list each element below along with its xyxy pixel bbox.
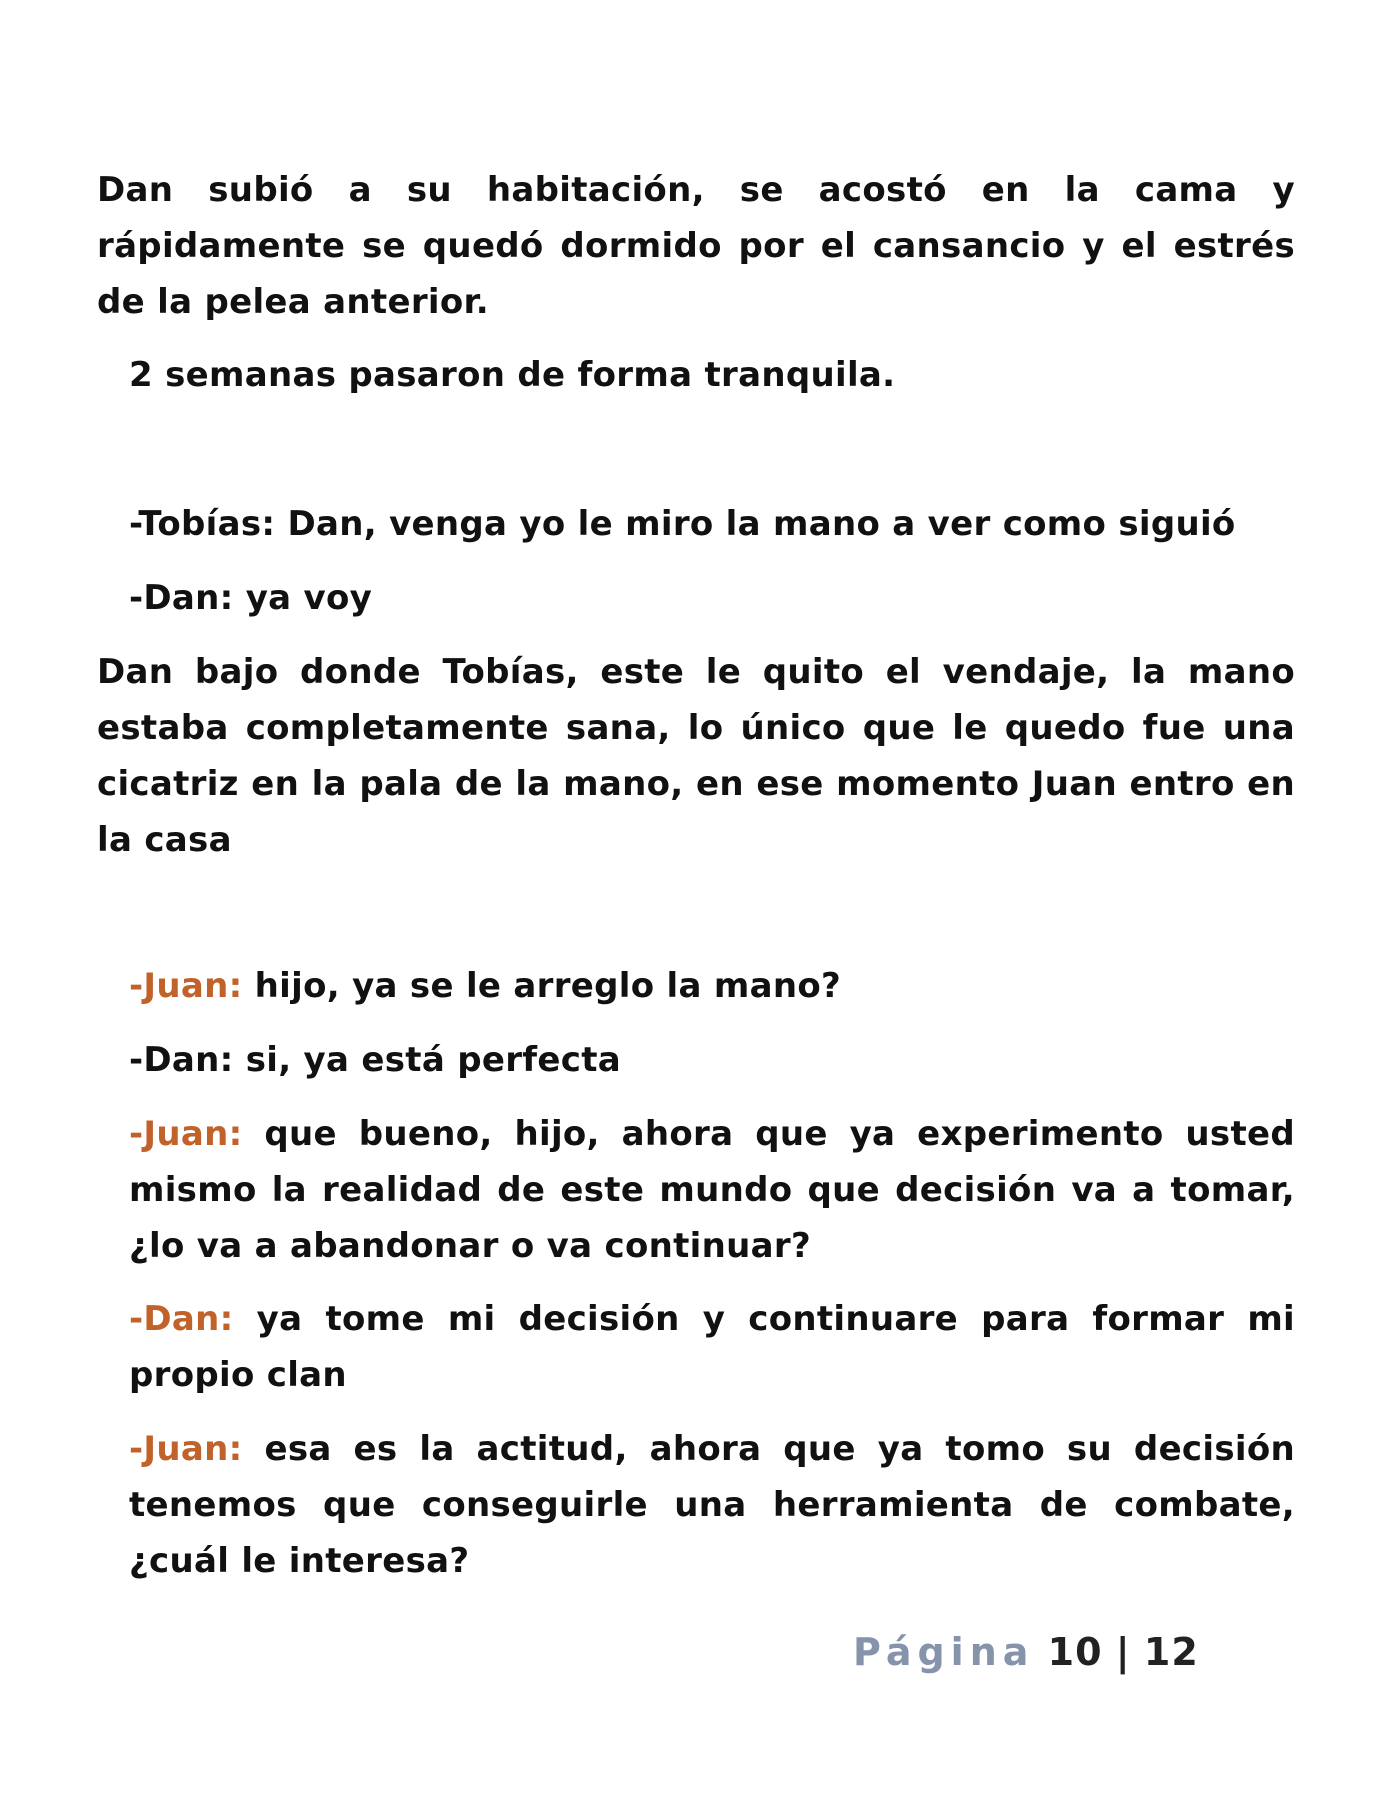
dialogue-line-juan-weapon — [129, 1421, 1295, 1589]
page-separator: | — [1115, 1630, 1131, 1674]
page-current: 10 — [1047, 1630, 1103, 1674]
page-number-footer — [853, 1628, 1199, 1676]
dialogue-line-dan-reply: -Dan: ya voy — [129, 578, 373, 618]
dialogue-line-juan-question — [129, 958, 1295, 1014]
speaker-label: -Dan: — [129, 1299, 234, 1339]
paragraph-bandage-removed: Dan bajo donde Tobías, este le quito el vendaje, la mano estaba completamente sana, lo único que le quedo fue una cicatriz en la pala de la mano, en ese momento Juan entro en la casa — [97, 652, 1295, 860]
dialogue-text: hijo, ya se le arreglo la mano? — [242, 966, 842, 1006]
dialogue-line-dan-decision — [129, 1291, 1295, 1403]
page-total: 12 — [1143, 1630, 1199, 1674]
paragraph-dan-sleeps: Dan subió a su habitación, se acostó en la cama y rápidamente se quedó dormido por el cansancio y el estrés de la pelea anterior. — [97, 170, 1295, 322]
speaker-label: -Juan: — [129, 966, 243, 1006]
dialogue-line-tobias: -Tobías: Dan, venga yo le miro la mano a ver como siguió — [129, 504, 1236, 544]
dialogue-line-juan-decision — [129, 1106, 1295, 1274]
paragraph-two-weeks: 2 semanas pasaron de forma tranquila. — [129, 355, 896, 395]
dialogue-text: ya tome mi decisión y continuare para formar mi propio clan — [129, 1299, 1295, 1395]
page-label: Página — [853, 1630, 1035, 1674]
speaker-label: -Juan: — [129, 1114, 243, 1154]
speaker-label: -Juan: — [129, 1429, 243, 1469]
dialogue-text: que bueno, hijo, ahora que ya experimento usted mismo la realidad de este mundo que decisión va a tomar, ¿lo va a abandonar o va continuar? — [129, 1114, 1295, 1266]
dialogue-line-dan-perfect — [129, 1032, 1295, 1088]
dialogue-text: -Dan: si, ya está perfecta — [129, 1040, 622, 1080]
dialogue-text: esa es la actitud, ahora que ya tomo su decisión tenemos que conseguirle una herramienta de combate, ¿cuál le interesa? — [129, 1429, 1295, 1581]
